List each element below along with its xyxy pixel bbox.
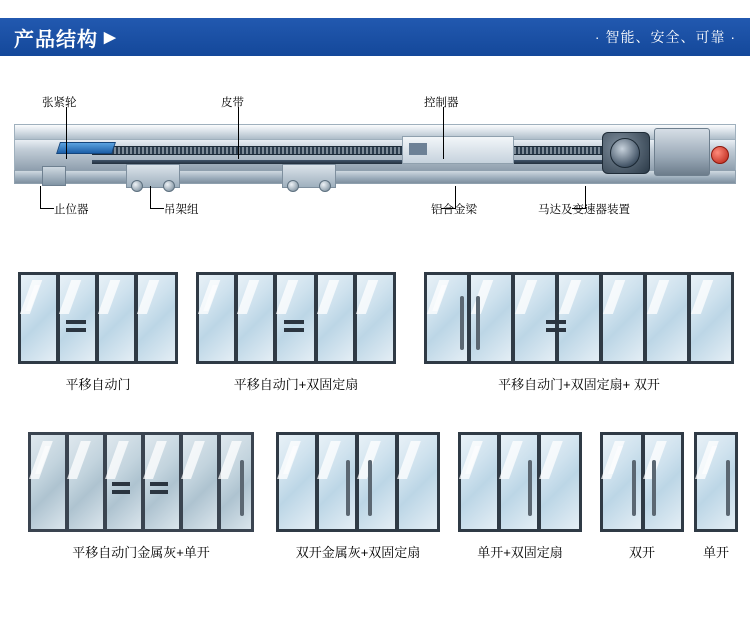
door-8-caption: 单开: [702, 545, 729, 560]
label-aluminum-beam: 铝合金梁: [431, 204, 477, 216]
door-5-panel-4: [396, 432, 440, 532]
gearbox-unit: [654, 128, 710, 176]
door-3-handle-1: [546, 320, 566, 324]
door-2-handle-2: [284, 328, 304, 332]
door-3-vhandle-2: [476, 296, 480, 350]
door-5-panel-1: [276, 432, 318, 532]
drive-belt: [92, 146, 612, 155]
door-5-panel-2: [316, 432, 358, 532]
door-2-panel-5: [354, 272, 396, 364]
door-item-3[interactable]: [424, 272, 734, 412]
door-3-handle-2: [546, 328, 566, 332]
leader-stopper-v: [40, 186, 41, 208]
door-6-vhandle-1: [528, 460, 532, 516]
door-2-panel-3: [274, 272, 317, 364]
door-6-panel-2: [498, 432, 540, 532]
door-6-panel-3: [538, 432, 582, 532]
door-4-panel-1: [28, 432, 68, 532]
label-controller: 控制器: [424, 97, 459, 109]
door-3-vhandle-1: [460, 296, 464, 350]
door-8-vhandle-1: [726, 460, 730, 516]
door-4-handle-2: [112, 490, 130, 494]
door-3-panel-5: [600, 272, 646, 364]
door-5-vhandle-2: [368, 460, 372, 516]
door-3-frame: [424, 272, 734, 364]
door-1-panel-3: [96, 272, 137, 364]
door-7-panel-1: [600, 432, 644, 532]
door-7-vhandle-1: [632, 460, 636, 516]
door-3-panel-2: [468, 272, 514, 364]
door-7-panel-2: [642, 432, 684, 532]
door-3-panel-3: [512, 272, 558, 364]
door-5-caption: 双开金属灰+双固定扇: [295, 545, 421, 560]
door-6-caption: 单开+双固定扇: [477, 545, 563, 560]
door-2-frame: [196, 272, 396, 364]
door-3-panel-4: [556, 272, 602, 364]
door-item-2[interactable]: [196, 272, 396, 412]
door-1-panel-2: [57, 272, 98, 364]
door-4-panel-5: [180, 432, 220, 532]
door-4-panel-2: [66, 432, 106, 532]
leader-controller: [443, 107, 444, 159]
door-3-panel-7: [688, 272, 734, 364]
door-4-handle-4: [150, 490, 168, 494]
controller-box: [402, 136, 514, 164]
door-1-caption: 平移自动门: [65, 377, 131, 392]
rail-assembly: [14, 124, 736, 186]
door-4-panel-6: [218, 432, 254, 532]
label-belt: 皮带: [221, 97, 244, 109]
door-4-frame: [28, 432, 254, 532]
door-6-panel-1: [458, 432, 500, 532]
hanger-set-mid: [282, 164, 336, 188]
door-1-handle-1: [66, 320, 86, 324]
door-item-5[interactable]: [276, 432, 440, 582]
door-5-vhandle-1: [346, 460, 350, 516]
door-2-panel-4: [315, 272, 356, 364]
label-hanger-set: 吊架组: [164, 204, 199, 216]
door-1-panel-4: [135, 272, 178, 364]
door-4-caption: 平移自动门金属灰+单开: [72, 545, 210, 560]
door-item-1[interactable]: [18, 272, 178, 412]
door-3-caption: 平移自动门+双固定扇+ 双开: [498, 377, 660, 392]
label-stopper: 止位器: [54, 204, 89, 216]
door-3-panel-6: [644, 272, 690, 364]
leader-tensioner: [66, 107, 67, 159]
hanger-set-left: [126, 164, 180, 188]
door-7-frame: [600, 432, 684, 532]
door-7-vhandle-2: [652, 460, 656, 516]
door-2-panel-2: [235, 272, 276, 364]
door-row-2: [0, 432, 750, 582]
door-8-panel-1: [694, 432, 738, 532]
door-4-handle-3: [150, 482, 168, 486]
leader-hanger-h: [150, 208, 164, 209]
motor-pulley: [610, 138, 640, 168]
door-2-caption: 平移自动门+双固定扇: [233, 377, 359, 392]
door-2-panel-1: [196, 272, 237, 364]
label-motor-gearbox: 马达及变速器装置: [538, 204, 630, 216]
leader-belt: [238, 107, 239, 159]
door-4-handle-1: [112, 482, 130, 486]
triangle-right-icon: ▶: [104, 29, 117, 46]
red-cap-icon: [711, 146, 729, 164]
section-header: [0, 18, 750, 56]
door-4-vhandle-1: [240, 460, 244, 516]
door-1-handle-2: [66, 328, 86, 332]
door-row-1: [0, 272, 750, 412]
label-tensioner: 张紧轮: [42, 97, 77, 109]
door-1-panel-1: [18, 272, 59, 364]
door-6-frame: [458, 432, 582, 532]
door-7-caption: 双开: [628, 545, 655, 560]
door-5-frame: [276, 432, 440, 532]
door-1-frame: [18, 272, 178, 364]
page-title: [14, 23, 117, 52]
stopper-block: [42, 166, 66, 186]
door-item-4[interactable]: [28, 432, 254, 582]
door-2-handle-1: [284, 320, 304, 324]
door-item-7[interactable]: [600, 432, 684, 582]
door-5-panel-3: [356, 432, 398, 532]
header-slogan: · 智能、安全、可靠 ·: [594, 29, 736, 45]
leader-stopper-h: [40, 208, 54, 209]
leader-hanger-v: [150, 186, 151, 208]
door-item-8[interactable]: [694, 432, 738, 582]
mechanism-diagram: [0, 56, 750, 261]
door-8-frame: [694, 432, 738, 532]
door-item-6[interactable]: [458, 432, 582, 582]
page-title-text: 产品结构: [14, 28, 98, 51]
